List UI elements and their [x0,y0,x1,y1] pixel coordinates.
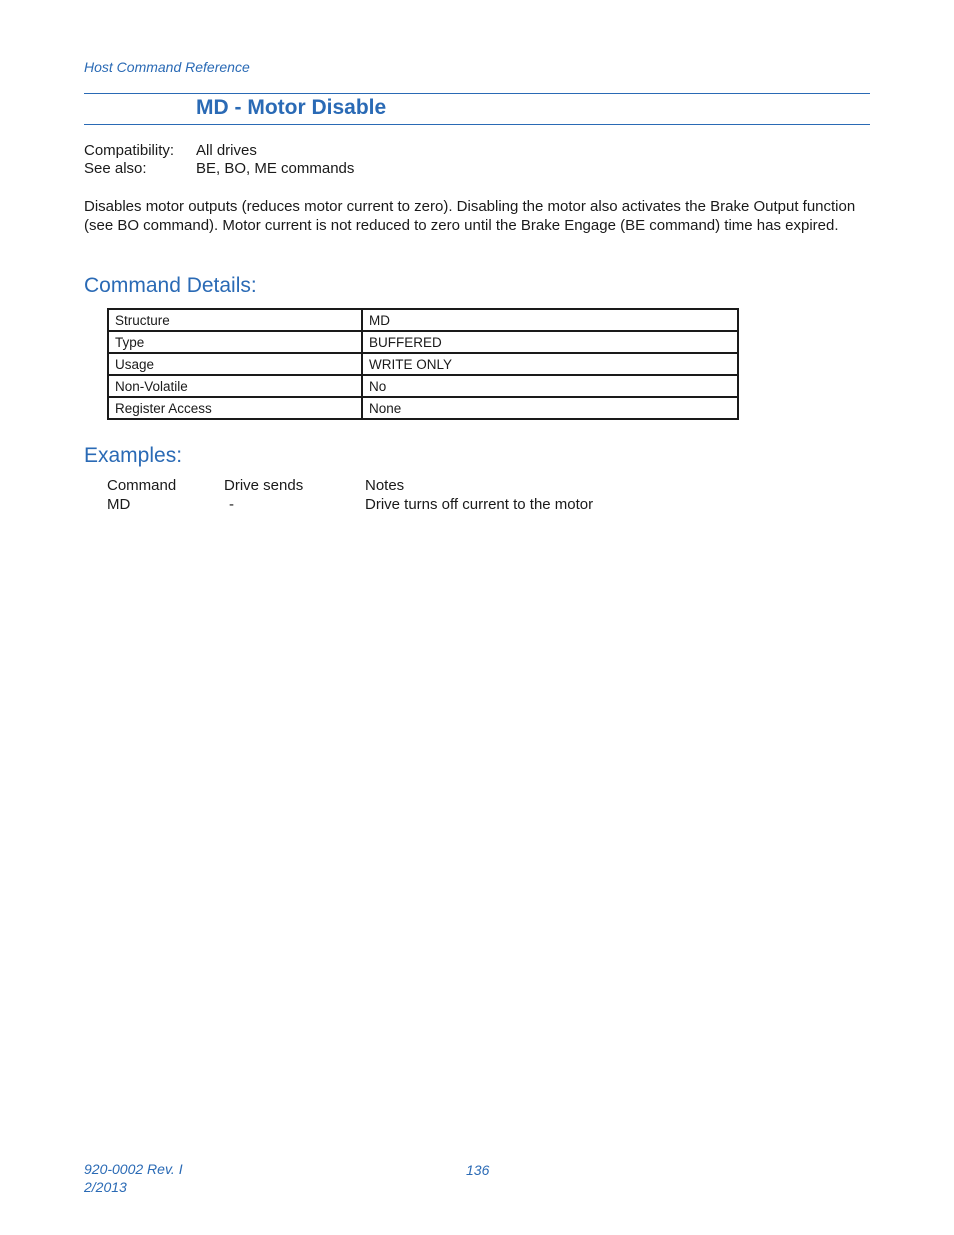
footer-doc-info [84,1160,183,1196]
examples-heading: Examples: [84,444,183,467]
example-drive-sends: - [229,496,234,513]
table-cell-label: Structure [108,309,362,331]
description-paragraph: Disables motor outputs (reduces motor current to zero). Disabling the motor also activates the Brake Output function (see BO command). Motor current is not reduced to zero until the Brake Engage (BE command) time has expired. [84,198,856,234]
compatibility-label: Compatibility: [84,142,175,159]
table-cell-label: Register Access [108,397,362,419]
see-also-value: BE, BO, ME commands [196,160,355,177]
table-cell-value: WRITE ONLY [362,353,738,375]
table-row [108,331,738,353]
footer-date: 2/2013 [84,1179,127,1195]
see-also-row [84,160,354,178]
example-command: MD [107,496,131,513]
examples-column-command: Command [107,477,177,494]
table-cell-label: Type [108,331,362,353]
example-notes: Drive turns off current to the motor [365,496,594,513]
examples-column-notes: Notes [365,477,405,494]
table-row [108,397,738,419]
table-row [108,309,738,331]
footer-doc-number: 920-0002 Rev. I [84,1161,183,1177]
footer-page-number: 136 [466,1162,490,1178]
table-cell-value: MD [362,309,738,331]
examples-header-row [107,476,593,495]
table-row [108,353,738,375]
see-also-label: See also: [84,160,147,177]
examples-column-drive-sends: Drive sends [224,477,304,494]
running-header: Host Command Reference [84,59,250,75]
table-row [108,375,738,397]
title-rule-top [84,93,870,94]
meta-block [84,142,354,178]
table-cell-label: Non-Volatile [108,375,362,397]
command-details-table [107,308,739,420]
table-cell-value: BUFFERED [362,331,738,353]
command-details-heading: Command Details: [84,274,257,297]
compatibility-value: All drives [196,142,257,159]
table-cell-label: Usage [108,353,362,375]
table-cell-value: No [362,375,738,397]
examples-block [107,476,593,514]
page-title: MD - Motor Disable [196,96,387,119]
examples-row [107,495,593,514]
table-cell-value: None [362,397,738,419]
compatibility-row [84,142,354,160]
title-rule-bottom [84,124,870,125]
